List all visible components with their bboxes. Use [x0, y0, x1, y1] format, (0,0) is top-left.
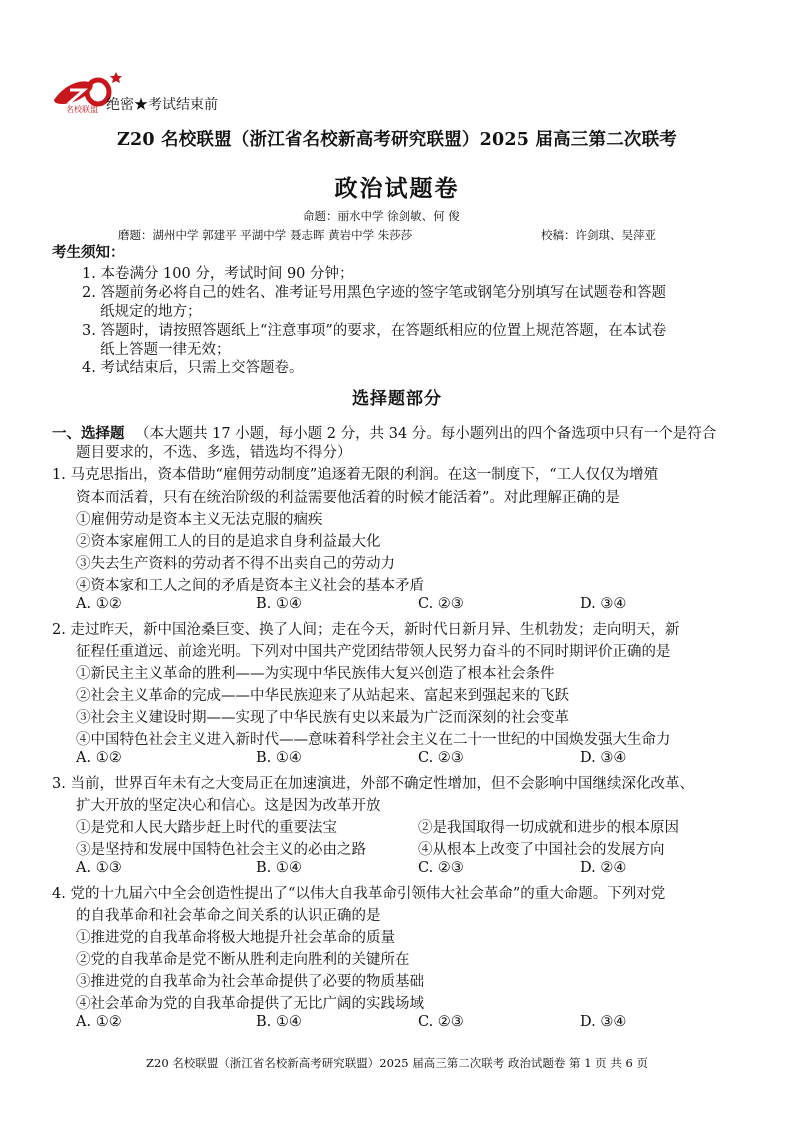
question-2-statement: ①新民主主义革命的胜利——为实现中华民族伟大复兴创造了根本社会条件	[76, 666, 555, 682]
question-4-choice-c: C. ②③	[418, 1014, 464, 1030]
question-3-choice-b: B. ①④	[256, 860, 302, 876]
question-3-statement: ③是坚持和发展中国特色社会主义的必由之路	[76, 842, 366, 858]
exam-title: Z20 名校联盟（浙江省名校新高考研究联盟）2025 届高三第二次联考	[116, 130, 678, 150]
question-3-choice-c: C. ②③	[418, 860, 464, 876]
question-1-choice-d: D. ③④	[580, 596, 627, 612]
question-4-statement: ①推进党的自我革命将极大地提升社会革命的质量	[76, 930, 395, 946]
credits-reviewers: 磨题：湖州中学 郭建平 平湖中学 聂志晖 黄岩中学 朱莎莎	[118, 228, 413, 242]
question-1-statement: ②资本家雇佣工人的目的是追求自身利益最大化	[76, 534, 381, 550]
question-4-choice-d: D. ③④	[580, 1014, 627, 1030]
question-4-statement: ②党的自我革命是党不断从胜利走向胜利的关键所在	[76, 952, 410, 968]
question-4-statement: ③推进党的自我革命为社会革命提供了必要的物质基础	[76, 974, 424, 990]
question-1-statement: ④资本家和工人之间的矛盾是资本主义社会的基本矛盾	[76, 578, 424, 594]
question-3-choice-d: D. ②④	[580, 860, 627, 876]
question-1-choice-a: A. ①②	[76, 596, 122, 612]
question-2-choice-c: C. ②③	[418, 750, 464, 766]
question-3-statement: ①是党和人民大踏步赶上时代的重要法宝	[76, 820, 337, 836]
question-2-choice-d: D. ③④	[580, 750, 627, 766]
section-title: 选择题部分	[352, 389, 442, 409]
credits-authors: 命题：丽水中学 徐剑敏、何 俊	[303, 209, 460, 223]
question-4-stem: 4. 党的十九届六中全会创造性提出了“以伟大自我革命引领伟大社会革命”的重大命题。下列对党	[52, 886, 666, 902]
question-1-stem: 资本而活着，只有在统治阶级的利益需要他活着的时候才能活着”。对此理解正确的是	[76, 490, 620, 506]
question-2-stem: 2. 走过昨天，新中国沧桑巨变、换了人间；走在今天，新时代日新月异、生机勃发；走向明天，新	[52, 622, 680, 638]
question-1-stem: 1. 马克思指出，资本借助“雇佣劳动制度”追逐着无限的利润。在这一制度下，“工人仅仅为增殖	[52, 467, 659, 483]
question-4-statement: ④社会革命为党的自我革命提供了无比广阔的实践场域	[76, 996, 424, 1012]
question-4-choice-b: B. ①④	[256, 1014, 302, 1030]
notice-item: 3. 答题时，请按照答题纸上“注意事项”的要求，在答题纸相应的位置上规范答题，在本试卷	[82, 323, 667, 339]
question-1-choice-b: B. ①④	[256, 596, 302, 612]
confidential-label: 绝密★考试结束前	[106, 97, 218, 113]
part-description: 题目要求的，不选、多选，错选均不得分）	[76, 445, 352, 461]
logo-caption: 名校联盟	[66, 105, 98, 114]
part-description: （本大题共 17 小题，每小题 2 分，共 34 分。每小题列出的四个备选项中只有一个是符合	[135, 426, 717, 442]
question-2-choice-a: A. ①②	[76, 750, 122, 766]
part-heading: 一、选择题	[52, 425, 125, 442]
question-3-stem: 3. 当前，世界百年未有之大变局正在加速演进，外部不确定性增加，但不会影响中国继续深化改革、	[52, 776, 694, 792]
question-2-choice-b: B. ①④	[256, 750, 302, 766]
question-3-statement: ②是我国取得一切成就和进步的根本原因	[418, 820, 679, 836]
notice-item: 纸规定的地方；	[100, 304, 202, 320]
notice-item: 4. 考试结束后，只需上交答题卷。	[82, 360, 304, 376]
notice-heading: 考生须知：	[52, 244, 125, 261]
question-2-statement: ③社会主义建设时期——实现了中华民族有史以来最为广泛而深刻的社会变革	[76, 710, 569, 726]
notice-item: 2. 答题前务必将自己的姓名、准考证号用黑色字迹的签字笔或钢笔分别填写在试题卷和答题	[82, 285, 666, 301]
notice-item: 纸上答题一律无效；	[100, 342, 231, 358]
question-3-stem: 扩大开放的坚定决心和信心。这是因为改革开放	[76, 798, 381, 814]
question-2-stem: 征程任重道远、前途光明。下列对中国共产党团结带领人民努力奋斗的不同时期评价正确的是	[76, 644, 671, 660]
paper-title: 政治试题卷	[334, 175, 460, 202]
question-4-stem: 的自我革命和社会革命之间关系的认识正确的是	[76, 908, 381, 924]
question-2-statement: ④中国特色社会主义进入新时代——意味着科学社会主义在二十一世纪的中国焕发强大生命力	[76, 732, 671, 748]
question-3-statement: ④从根本上改变了中国社会的发展方向	[418, 842, 665, 858]
question-1-choice-c: C. ②③	[418, 596, 464, 612]
credits-proofreaders: 校稿：许剑琪、吴萍亚	[541, 228, 656, 242]
notice-item: 1. 本卷满分 100 分，考试时间 90 分钟；	[82, 266, 354, 282]
question-1-statement: ③失去生产资料的劳动者不得不出卖自己的劳动力	[76, 556, 395, 572]
page-footer: Z20 名校联盟（浙江省名校新高考研究联盟）2025 届高三第二次联考 政治试题卷 第 1 页 共 6 页	[146, 1056, 648, 1070]
question-2-statement: ②社会主义革命的完成——中华民族迎来了从站起来、富起来到强起来的飞跃	[76, 688, 569, 704]
question-3-choice-a: A. ①③	[76, 860, 122, 876]
question-1-statement: ①雇佣劳动是资本主义无法克服的痼疾	[76, 512, 323, 528]
question-4-choice-a: A. ①②	[76, 1014, 122, 1030]
